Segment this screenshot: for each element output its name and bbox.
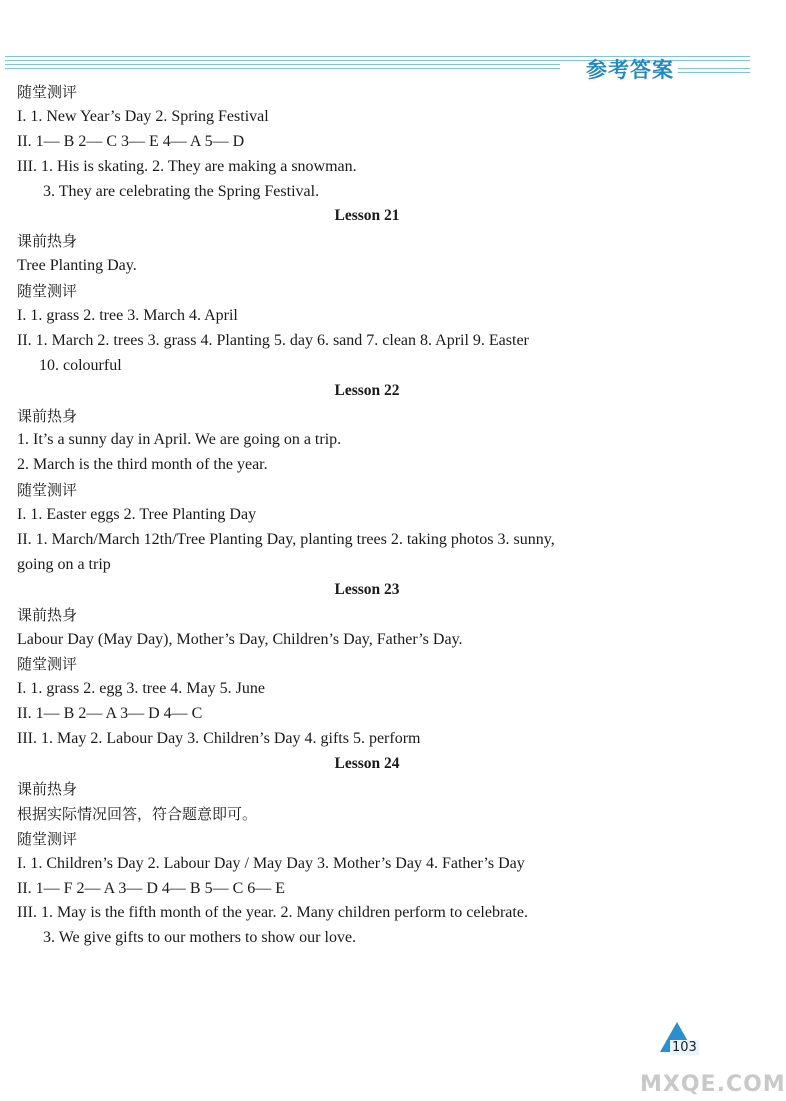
answer-line: Labour Day (May Day), Mother’s Day, Children’s Day, Father’s Day. <box>17 630 463 648</box>
answer-line: I. 1. New Year’s Day 2. Spring Festival <box>17 107 269 125</box>
header-rule <box>5 68 560 69</box>
answer-line: III. 1. His is skating. 2. They are making a snowman. <box>17 157 357 175</box>
page-number: 103 <box>672 1040 697 1055</box>
answer-line: 1. It’s a sunny day in April. We are going on a trip. <box>17 431 342 449</box>
answer-line: III. 1. May is the fifth month of the year. 2. Many children perform to celebrate. <box>17 904 528 922</box>
page-footer <box>640 1020 786 1100</box>
answer-line: II. 1. March/March 12th/Tree Planting Day, planting trees 2. taking photos 3. sunny, <box>17 531 555 549</box>
header-title: 参考答案 <box>586 58 674 82</box>
answer-line: II. 1— F 2— A 3— D 4— B 5— C 6— E <box>17 879 286 897</box>
answer-line: 10. colourful <box>39 356 122 374</box>
answer-line: III. 1. May 2. Labour Day 3. Children’s Day 4. gifts 5. perform <box>17 730 421 748</box>
answer-line: I. 1. grass 2. egg 3. tree 4. May 5. June <box>17 680 265 698</box>
section-label: 随堂测评 <box>17 282 78 301</box>
section-label: 随堂测评 <box>17 655 78 674</box>
lesson-heading: Lesson 23 <box>334 580 400 598</box>
answer-content <box>17 80 697 951</box>
answer-line: II. 1— B 2— A 3— D 4— C <box>17 705 203 723</box>
answer-line: II. 1— B 2— C 3— E 4— A 5— D <box>17 132 245 150</box>
section-label: 课前热身 <box>17 779 78 798</box>
section-label: 课前热身 <box>17 232 78 251</box>
section-label: 课前热身 <box>17 406 78 425</box>
watermark: MXQE.COM <box>640 1072 786 1097</box>
section-label: 随堂测评 <box>17 829 78 848</box>
answer-line: I. 1. Children’s Day 2. Labour Day / May Day 3. Mother’s Day 4. Father’s Day <box>17 854 525 872</box>
section-label: 根据实际情况回答，符合题意即可。 <box>17 804 258 823</box>
answer-line: 2. March is the third month of the year. <box>17 456 268 474</box>
header-rule <box>678 68 750 69</box>
answer-line: II. 1. March 2. trees 3. grass 4. Planting 5. day 6. sand 7. clean 8. April 9. Easter <box>17 331 529 349</box>
answer-line: Tree Planting Day. <box>17 257 137 275</box>
section-label: 课前热身 <box>17 605 78 624</box>
answer-line: 3. They are celebrating the Spring Festival. <box>43 182 320 200</box>
lesson-heading: Lesson 24 <box>334 755 400 773</box>
answer-line: I. 1. Easter eggs 2. Tree Planting Day <box>17 506 257 524</box>
answer-line: I. 1. grass 2. tree 3. March 4. April <box>17 307 238 325</box>
header-rule <box>678 72 750 73</box>
section-label: 随堂测评 <box>17 83 78 101</box>
lesson-heading: Lesson 21 <box>334 207 400 225</box>
answer-line: going on a trip <box>17 555 111 573</box>
section-label: 随堂测评 <box>17 481 78 500</box>
lesson-heading: Lesson 22 <box>334 381 400 399</box>
answer-line: 3. We give gifts to our mothers to show our love. <box>43 929 357 947</box>
header-rule <box>5 64 560 65</box>
